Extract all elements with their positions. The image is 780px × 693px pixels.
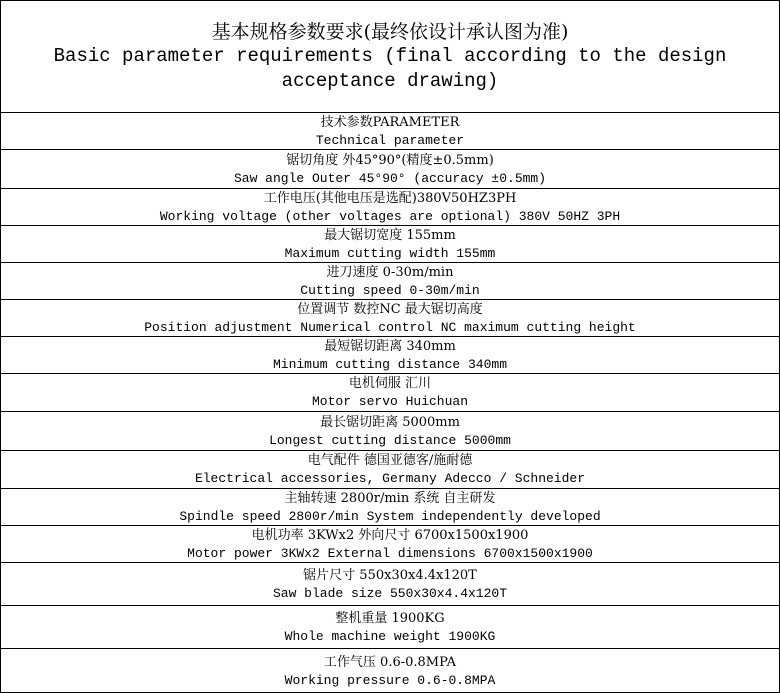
spec-row-label-en: Whole machine weight 1900KG	[284, 628, 496, 644]
spec-row-label-zh: 位置调节 数控NC 最大锯切高度	[297, 301, 483, 317]
spec-row	[1, 563, 779, 606]
spec-row-label-en: Motor servo Huichuan	[311, 394, 469, 409]
spec-row-label-en: Working voltage (other voltages are optional) 380V 50HZ 3PH	[159, 208, 621, 224]
spec-row	[1, 113, 779, 150]
spec-row	[1, 189, 779, 226]
spec-row	[1, 337, 779, 374]
spec-row-label-zh: 技术参数PARAMETER	[320, 114, 460, 130]
spec-row-label-zh: 电气配件 德国亚德客/施耐德	[307, 453, 473, 468]
spec-table	[1, 113, 779, 693]
spec-row-label-en: Working pressure 0.6-0.8MPA	[284, 672, 496, 688]
spec-row-label-en: Maximum cutting width 155mm	[284, 245, 496, 261]
spec-row	[1, 150, 779, 189]
spec-row-label-en: Saw angle Outer 45°90° (accuracy ±0.5mm)	[233, 170, 547, 186]
spec-row	[1, 451, 779, 489]
spec-row-label-zh: 整机重量 1900KG	[335, 610, 445, 626]
spec-row	[1, 226, 779, 263]
spec-row-label-zh: 主轴转速 2800r/min 系统 自主研发	[284, 490, 496, 506]
spec-row	[1, 489, 779, 526]
spec-row-label-zh: 电机伺服 汇川	[348, 376, 432, 391]
spec-row	[1, 374, 779, 412]
spec-row-label-en: Saw blade size 550x30x4.4x120T	[272, 585, 508, 601]
spec-row	[1, 412, 779, 451]
spec-row-label-en: Technical parameter	[315, 132, 465, 148]
header-title-en: Basic parameter requirements (final according to the design acceptance drawing)	[53, 44, 727, 92]
spec-row-label-en: Cutting speed 0-30m/min	[300, 282, 480, 298]
spec-row-label-en: Longest cutting distance 5000mm	[269, 432, 511, 448]
spec-row	[1, 649, 779, 693]
spec-header	[1, 1, 779, 113]
spec-row-label-en: Position adjustment Numerical control NC maximum cutting height	[144, 319, 636, 335]
spec-row	[1, 300, 779, 337]
spec-row	[1, 606, 779, 649]
spec-row-label-en: Spindle speed 2800r/min System independently developed	[179, 508, 601, 524]
spec-row-label-zh: 最大锯切宽度 155mm	[324, 227, 456, 243]
spec-row-label-zh: 进刀速度 0-30m/min	[326, 264, 454, 280]
spec-row-label-zh: 电机功率 3KWx2 外向尺寸 6700x1500x1900	[251, 527, 529, 543]
spec-row	[1, 526, 779, 563]
spec-row	[1, 263, 779, 300]
spec-row-label-zh: 工作电压(其他电压是选配)380V50HZ3PH	[263, 190, 517, 206]
spec-row-label-en: Minimum cutting distance 340mm	[272, 356, 508, 372]
spec-row-label-zh: 最短锯切距离 340mm	[324, 338, 456, 354]
spec-row-label-en: Motor power 3KWx2 External dimensions 6700x1500x1900	[187, 545, 593, 561]
spec-row-label-en: Electrical accessories, Germany Adecco / Schneider	[194, 471, 586, 486]
spec-row-label-zh: 工作气压 0.6-0.8MPA	[323, 654, 457, 670]
spec-row-label-zh: 最长锯切距离 5000mm	[320, 414, 460, 430]
header-title-zh: 基本规格参数要求(最终依设计承认图为准)	[211, 20, 569, 43]
spec-row-label-zh: 锯片尺寸 550x30x4.4x120T	[303, 567, 477, 583]
spec-row-label-zh: 锯切角度 外45°90°(精度±0.5mm)	[286, 152, 494, 168]
